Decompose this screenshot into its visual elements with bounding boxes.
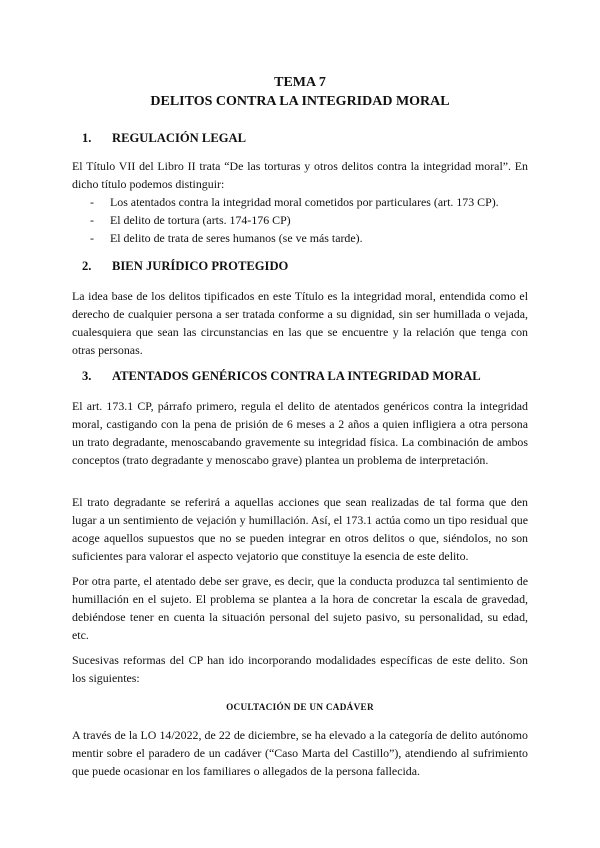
section-1-list [72, 193, 528, 247]
list-item: - El delito de trata de seres humanos (se ve más tarde). [90, 231, 363, 245]
section-title: REGULACIÓN LEGAL [112, 131, 247, 145]
document-title-line-2: DELITOS CONTRA LA INTEGRIDAD MORAL [150, 94, 450, 109]
document-page [72, 74, 528, 110]
section-number: 2. [82, 259, 92, 273]
section-3-paragraph-4: Sucesivas reformas del CP han ido incorporando modalidades específicas de este delito. Son los siguientes: [72, 653, 528, 685]
list-item: - Los atentados contra la integridad moral cometidos por particulares (art. 173 CP). [90, 195, 499, 209]
list-item: - El delito de tortura (arts. 174-176 CP) [90, 213, 291, 227]
section-2-paragraph: La idea base de los delitos tipificados en este Título es la integridad moral, entendida como el derecho de cualquier persona a ser tratada conforme a su dignidad, sin ser humillada o vejada, cualesquiera que sean las circunstancias en las que se encuentre y la relación que tenga con otras personas. [72, 289, 528, 357]
section-3-paragraph-1: El art. 173.1 CP, párrafo primero, regula el delito de atentados genéricos contra la integridad moral, castigando con la pena de prisión de 6 meses a 2 años a quien infligiera a otra persona un trato degradante, menoscabando gravemente su integridad física. La combinación de ambos conceptos (trato degradante y menoscabo grave) plantea un problema de interpretación. [72, 399, 528, 467]
subsection-title: OCULTACIÓN DE UN CADÁVER [226, 702, 374, 712]
section-number: 3. [82, 369, 92, 383]
section-title: BIEN JURÍDICO PROTEGIDO [112, 259, 289, 273]
subsection-paragraph: A través de la LO 14/2022, de 22 de diciembre, se ha elevado a la categoría de delito autónomo mentir sobre el paradero de un cadáver (“Caso Marta del Castillo”), atendiendo al sufrimiento que puede ocasionar en los familiares o allegados de la persona fallecida. [72, 728, 528, 778]
section-3-paragraph-3: Por otra parte, el atentado debe ser grave, es decir, que la conducta produzca tal sentimiento de humillación en el sujeto. El problema se plantea a la hora de concretar la escala de gravedad, debiéndose tener en cuenta la situación personal del sujeto pasivo, su personalidad, su edad, etc. [72, 574, 528, 642]
section-number: 1. [82, 131, 92, 145]
section-1-intro: El Título VII del Libro II trata “De las torturas y otros delitos contra la integridad moral”. En dicho título podemos distinguir: [72, 159, 528, 191]
section-heading-2 [72, 258, 288, 274]
document-title-line-1: TEMA 7 [274, 75, 326, 90]
section-heading-3 [72, 368, 481, 384]
section-title: ATENTADOS GENÉRICOS CONTRA LA INTEGRIDAD MORAL [112, 369, 481, 383]
section-heading-1 [72, 130, 246, 146]
section-3-paragraph-2: El trato degradante se referirá a aquellas acciones que sean realizadas de tal forma que den lugar a un sentimiento de vejación y humillación. Así, el 173.1 actúa como un tipo residual que acoge aquellos supuestos que no se pueden integrar en otros delitos o que, siéndolos, no son suficientes para valorar el aspecto vejatorio que constituye la esencia de este delito. [72, 495, 528, 563]
